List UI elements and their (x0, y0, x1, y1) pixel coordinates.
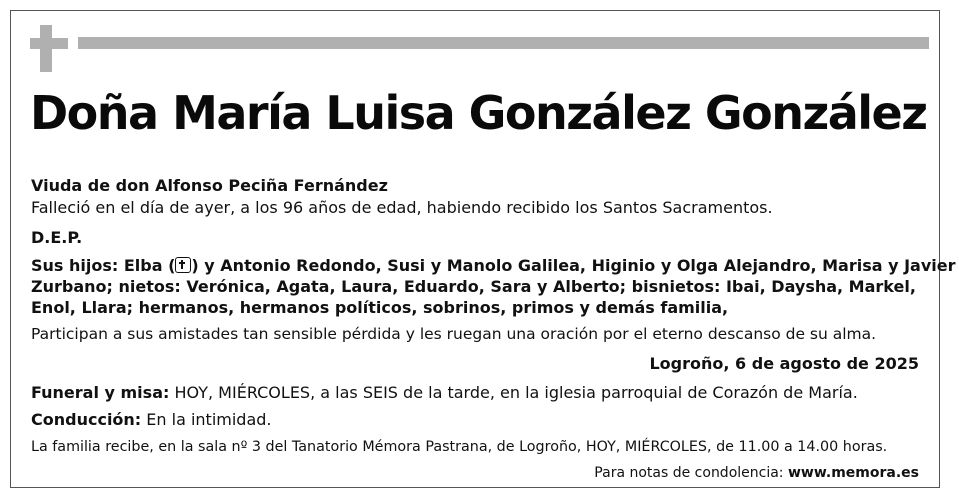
family-line-1 (31, 256, 955, 275)
place-date: Logroño, 6 de agosto de 2025 (649, 354, 919, 373)
condolencia-link[interactable]: www.memora.es (787, 465, 919, 481)
condolencia-line (594, 465, 919, 481)
participan-line: Participan a sus amistades tan sensible pérdida y les ruegan una oración por el eterno descanso de su alma. (31, 325, 877, 343)
condolencia-label: Para notas de condolencia: (594, 465, 784, 481)
conduccion-label: Conducción: (31, 410, 142, 429)
conduccion-text: En la intimidad. (146, 410, 272, 429)
header-rule (78, 37, 929, 49)
funeral-text: HOY, MIÉRCOLES, a las SEIS de la tarde, en la iglesia parroquial de Corazón de María. (174, 383, 858, 402)
funeral-line (31, 383, 858, 402)
conduccion-line (31, 410, 272, 429)
death-line: Falleció en el día de ayer, a los 96 años de edad, habiendo recibido los Santos Sacramentos. (31, 198, 773, 217)
widow-line: Viuda de don Alfonso Peciña Fernández (31, 176, 388, 195)
family-line-3: Enol, Llara; hermanos, hermanos políticos, sobrinos, primos y demás familia, (31, 298, 729, 317)
familia-recibe-line: La familia recibe, en la sala nº 3 del Tanatorio Mémora Pastrana, de Logroño, HOY, MIÉRCOLES, de 11.00 a 14.00 horas. (31, 439, 888, 455)
dep-line: D.E.P. (31, 228, 83, 247)
funeral-label: Funeral y misa: (31, 383, 170, 402)
family-line-1b: ) y Antonio Redondo, Susi y Manolo Galilea, Higinio y Olga Alejandro, Marisa y Javier (191, 256, 956, 275)
deceased-name: Doña María Luisa González González (30, 86, 927, 140)
family-line-2: Zurbano; nietos: Verónica, Agata, Laura, Eduardo, Sara y Alberto; bisnietos: Ibai, Daysha, Markel, (31, 277, 916, 296)
family-line-1a: Sus hijos: Elba ( (31, 256, 176, 275)
cross-icon (175, 257, 191, 273)
